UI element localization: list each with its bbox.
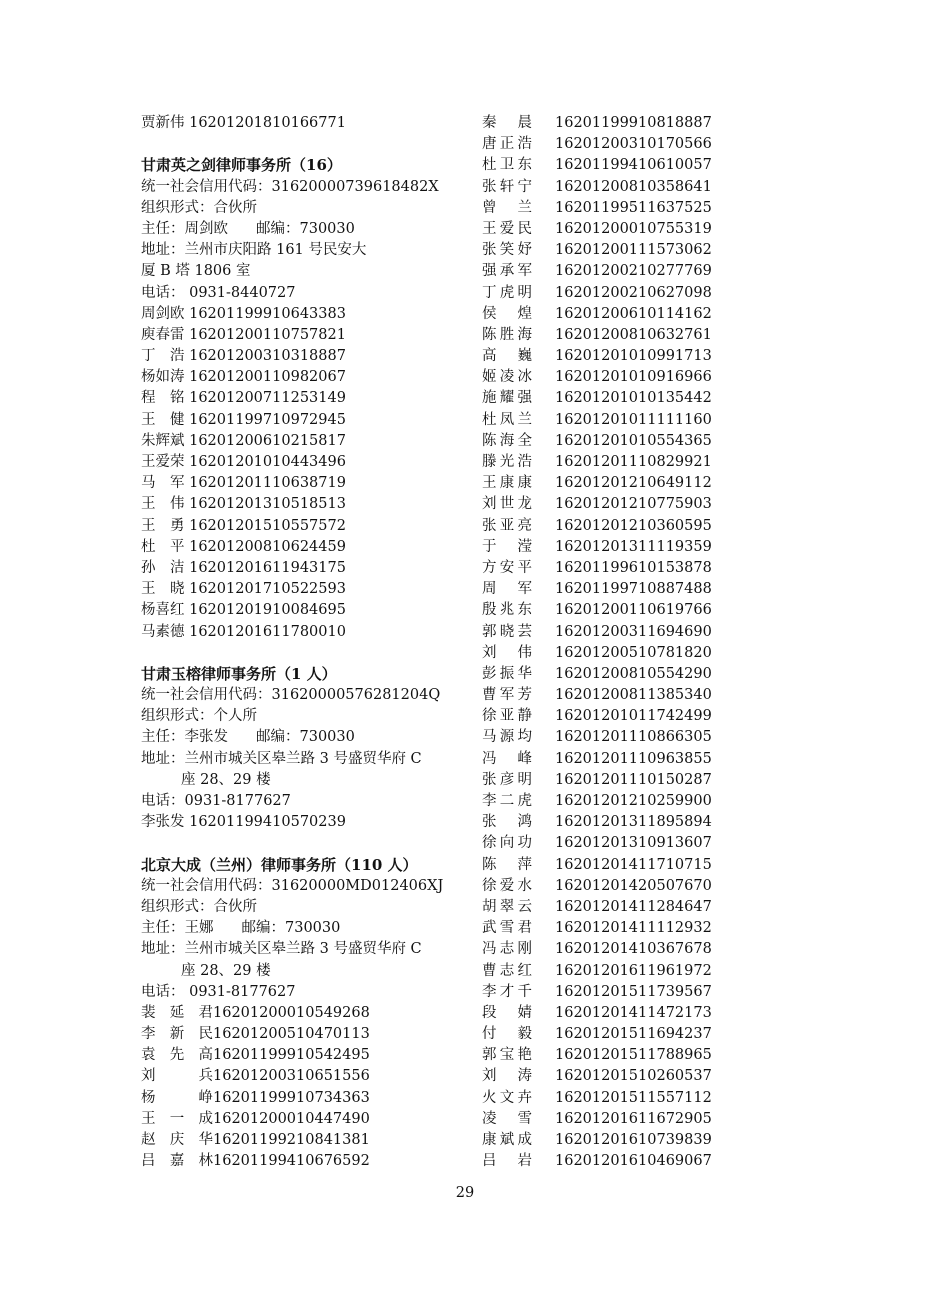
lawyer-license-number: 16201199910734363	[213, 1089, 370, 1106]
lawyer-name: 侯 煌	[482, 305, 532, 322]
lawyer-name: 胡翠云	[482, 898, 532, 915]
lawyer-entry	[482, 855, 722, 876]
lawyer-license-number: 16201201010443496	[189, 454, 346, 470]
lawyer-name: 于 滢	[482, 538, 532, 555]
lawyer-name: 殷兆东	[482, 602, 532, 619]
lawyer-license-number: 16201201511788965	[555, 1047, 712, 1064]
lawyer-name: 冯 峰	[482, 750, 532, 767]
lawyer-license-number: 16201201311119359	[555, 538, 712, 555]
lawyer-entry	[482, 1024, 722, 1045]
lawyer-entry	[482, 706, 722, 727]
lawyer-name: 王爱荣	[141, 454, 185, 470]
address-line: 地址：兰州市庆阳路 161 号民安大	[141, 242, 367, 259]
lawyer-license-number: 16201201011742499	[555, 708, 712, 725]
lawyer-entry	[482, 537, 722, 558]
lawyer-name: 姬凌冰	[482, 369, 532, 386]
postcode: 邮编：730030	[256, 220, 355, 237]
lawyer-license-number: 16201199410676592	[213, 1153, 370, 1170]
lawyer-name: 施耀强	[482, 390, 532, 407]
lawyer-license-number: 16201199511637525	[555, 199, 712, 216]
lawyer-license-number: 16201201510260537	[555, 1068, 712, 1085]
lawyer-license-number: 16201200810554290	[555, 665, 712, 682]
credit-code: 统一社会信用代码：31620000739618482X	[141, 178, 439, 195]
lawyer-license-number: 16201201110638719	[189, 475, 346, 492]
lawyer-name: 徐爱水	[482, 877, 532, 894]
lawyer-entry	[141, 431, 461, 452]
lawyer-license-number: 16201201210259900	[555, 793, 712, 809]
lawyer-license-number: 16201201420507670	[555, 877, 712, 894]
lawyer-entry	[482, 431, 722, 452]
lawyer-name: 武雪君	[482, 920, 532, 937]
lawyer-entry	[482, 558, 722, 579]
lawyer-entry	[482, 346, 722, 367]
lawyer-entry	[482, 304, 722, 325]
lawyer-name: 李张发	[141, 814, 185, 831]
lawyer-name: 杨如涛	[141, 369, 185, 386]
lawyer-entry	[482, 1066, 722, 1087]
lawyer-entry	[141, 600, 461, 621]
lawyer-license-number: 16201200510470113	[213, 1026, 370, 1043]
lawyer-name: 吕 岩	[482, 1153, 532, 1170]
lawyer-license-number: 16201200510781820	[555, 644, 712, 661]
lawyer-license-number: 16201201610739839	[555, 1132, 712, 1148]
lawyer-license-number: 16201201411710715	[555, 856, 712, 873]
lawyer-entry	[141, 1066, 461, 1087]
address-line: 地址：兰州市城关区皋兰路 3 号盛贸华府 C	[141, 941, 422, 958]
lawyer-license-number: 16201201611961972	[555, 962, 712, 979]
firm-title: 北京大成（兰州）律师事务所（110 人）	[141, 855, 418, 874]
director: 主任：李张发	[141, 729, 228, 746]
lawyer-name: 康斌成	[482, 1132, 532, 1148]
lawyer-name: 曾 兰	[482, 199, 532, 216]
lawyer-license-number: 16201200610114162	[555, 305, 712, 322]
lawyer-name: 唐正浩	[482, 136, 532, 153]
lawyer-entry	[141, 113, 461, 134]
lawyer-entry	[141, 325, 461, 346]
lawyer-license-number: 16201201310518513	[189, 496, 346, 513]
lawyer-name: 李二虎	[482, 793, 532, 809]
lawyer-name: 马 军	[141, 475, 185, 492]
lawyer-license-number: 16201201010554365	[555, 432, 712, 449]
lawyer-entry	[482, 727, 722, 748]
lawyer-name: 赵庆华	[141, 1132, 213, 1148]
lawyer-license-number: 16201199410570239	[189, 814, 346, 831]
lawyer-entry	[482, 473, 722, 494]
lawyer-entry	[482, 812, 722, 833]
lawyer-entry	[482, 494, 722, 515]
lawyer-name: 王一成	[141, 1110, 213, 1127]
lawyer-entry	[141, 473, 461, 494]
lawyer-license-number: 16201201110150287	[555, 771, 712, 788]
lawyer-entry	[482, 177, 722, 198]
lawyer-entry	[482, 410, 722, 431]
lawyer-license-number: 16201200610215817	[189, 432, 346, 449]
lawyer-entry	[141, 388, 461, 409]
lawyer-license-number: 16201201010916966	[555, 369, 712, 386]
lawyer-license-number: 16201201110829921	[555, 454, 712, 470]
lawyer-license-number: 16201200811385340	[555, 687, 712, 704]
lawyer-entry	[482, 770, 722, 791]
address-line: 地址：兰州市城关区皋兰路 3 号盛贸华府 C	[141, 750, 422, 767]
lawyer-license-number: 16201201210649112	[555, 475, 712, 492]
phone: 电话：0931-8177627	[141, 793, 291, 809]
lawyer-license-number: 16201199910542495	[213, 1047, 370, 1064]
lawyer-name: 曹军芳	[482, 687, 532, 704]
lawyer-license-number: 16201201511694237	[555, 1026, 712, 1043]
lawyer-license-number: 16201201411284647	[555, 898, 712, 915]
lawyer-entry	[141, 367, 461, 388]
lawyer-entry	[141, 452, 461, 473]
lawyer-name: 段 婧	[482, 1004, 532, 1021]
address-line: 座 28、29 楼	[181, 962, 271, 979]
lawyer-entry	[141, 537, 461, 558]
lawyer-entry	[482, 113, 722, 134]
lawyer-entry	[482, 261, 722, 282]
lawyer-name: 杜 平	[141, 538, 185, 555]
lawyer-entry	[141, 1003, 461, 1024]
lawyer-name: 袁先高	[141, 1047, 213, 1064]
lawyer-entry	[141, 579, 461, 600]
lawyer-name: 冯志刚	[482, 941, 532, 958]
lawyer-name: 徐亚静	[482, 708, 532, 725]
lawyer-license-number: 16201201511739567	[555, 983, 712, 1000]
lawyer-entry	[482, 643, 722, 664]
lawyer-license-number: 16201200110619766	[555, 602, 712, 619]
postcode: 邮编：730030	[256, 729, 355, 746]
phone: 电话： 0931-8440727	[141, 284, 296, 301]
lawyer-entry	[141, 1088, 461, 1109]
section-spacer	[141, 643, 461, 664]
lawyer-name: 秦 晨	[482, 115, 532, 131]
lawyer-entry	[482, 240, 722, 261]
lawyer-name: 刘世龙	[482, 496, 532, 513]
lawyer-name: 付 毅	[482, 1026, 532, 1043]
lawyer-license-number: 16201201710522593	[189, 581, 346, 598]
lawyer-license-number: 16201200810358641	[555, 178, 712, 195]
lawyer-entry	[141, 1151, 461, 1172]
lawyer-license-number: 16201199710972945	[189, 411, 346, 428]
lawyer-entry	[482, 749, 722, 770]
lawyer-license-number: 16201199910818887	[555, 115, 712, 131]
lawyer-license-number: 16201200310170566	[555, 136, 712, 153]
org-form: 组织形式：个人所	[141, 708, 257, 725]
lawyer-entry	[482, 791, 722, 812]
lawyer-name: 丁虎明	[482, 284, 532, 301]
lawyer-license-number: 16201201511557112	[555, 1089, 712, 1106]
lawyer-name: 周剑欧	[141, 305, 185, 322]
lawyer-license-number: 16201201110963855	[555, 750, 712, 767]
lawyer-entry	[482, 876, 722, 897]
section-spacer	[141, 833, 461, 854]
lawyer-entry	[141, 516, 461, 537]
lawyer-license-number: 16201201411472173	[555, 1004, 712, 1021]
address-line: 座 28、29 楼	[181, 771, 271, 788]
lawyer-name: 庾春雷	[141, 326, 185, 343]
lawyer-name: 滕光浩	[482, 454, 532, 470]
lawyer-name: 杜凤兰	[482, 411, 532, 428]
lawyer-entry	[482, 1045, 722, 1066]
lawyer-entry	[141, 1045, 461, 1066]
lawyer-entry	[141, 410, 461, 431]
lawyer-entry	[141, 1024, 461, 1045]
lawyer-name: 丁 浩	[141, 348, 185, 365]
lawyer-license-number: 16201200810632761	[555, 326, 712, 343]
lawyer-entry	[141, 304, 461, 325]
lawyer-name: 杨 峥	[141, 1089, 213, 1106]
lawyer-name: 郭宝艳	[482, 1047, 532, 1064]
section-spacer	[141, 134, 461, 155]
lawyer-name: 王 晓	[141, 581, 185, 598]
lawyer-name: 孙 洁	[141, 559, 185, 576]
credit-code: 统一社会信用代码：31620000576281204Q	[141, 687, 441, 704]
lawyer-license-number: 16201200310318887	[189, 348, 346, 365]
lawyer-license-number: 16201200111573062	[555, 242, 712, 259]
lawyer-name: 刘 涛	[482, 1068, 532, 1085]
lawyer-license-number: 16201200310651556	[213, 1068, 370, 1085]
lawyer-name: 郭晓芸	[482, 623, 532, 640]
lawyer-license-number: 16201199610153878	[555, 559, 712, 576]
lawyer-license-number: 16201200210627098	[555, 284, 712, 301]
org-form: 组织形式：合伙所	[141, 898, 257, 915]
director: 主任：周剑欧	[141, 220, 228, 237]
lawyer-name: 陈海全	[482, 432, 532, 449]
lawyer-license-number: 16201201311895894	[555, 814, 712, 831]
firm-title: 甘肃英之剑律师事务所（16）	[141, 156, 342, 175]
lawyer-name: 裴延君	[141, 1004, 213, 1021]
lawyer-license-number: 16201200110982067	[189, 369, 346, 386]
lawyer-license-number: 16201201310913607	[555, 835, 712, 852]
lawyer-entry	[482, 897, 722, 918]
lawyer-name: 曹志红	[482, 962, 532, 979]
lawyer-license-number: 16201201610469067	[555, 1153, 712, 1170]
lawyer-entry	[141, 494, 461, 515]
org-form: 组织形式：合伙所	[141, 199, 257, 216]
lawyer-license-number: 16201201010991713	[555, 348, 712, 365]
address-line: 厦 B 塔 1806 室	[141, 263, 251, 280]
lawyer-name: 陈胜海	[482, 326, 532, 343]
lawyer-name: 杨喜红	[141, 602, 185, 619]
lawyer-name: 程 铭	[141, 390, 185, 407]
lawyer-name: 刘 伟	[482, 644, 532, 661]
lawyer-name: 周 军	[482, 581, 532, 598]
lawyer-license-number: 16201201210360595	[555, 517, 712, 534]
lawyer-name: 火文卉	[482, 1089, 532, 1106]
lawyer-entry	[141, 558, 461, 579]
lawyer-entry	[482, 367, 722, 388]
lawyer-license-number: 16201199710887488	[555, 581, 712, 598]
lawyer-entry	[482, 283, 722, 304]
lawyer-license-number: 16201200711253149	[189, 390, 346, 407]
lawyer-name: 王 伟	[141, 496, 185, 513]
lawyer-name: 李新民	[141, 1026, 213, 1043]
lawyer-license-number: 16201201010135442	[555, 390, 712, 407]
lawyer-name: 彭振华	[482, 665, 532, 682]
lawyer-name: 王 健	[141, 411, 185, 428]
lawyer-license-number: 16201199910643383	[189, 305, 346, 322]
lawyer-entry	[482, 325, 722, 346]
lawyer-license-number: 16201200010549268	[213, 1004, 370, 1021]
lawyer-license-number: 16201199410610057	[555, 157, 712, 174]
lawyer-name: 凌 雪	[482, 1110, 532, 1127]
lawyer-entry	[482, 452, 722, 473]
lawyer-entry	[482, 1151, 722, 1172]
lawyer-license-number: 16201201611780010	[189, 623, 346, 640]
left-column	[141, 113, 461, 1172]
lawyer-entry	[482, 833, 722, 854]
lawyer-license-number: 16201201410367678	[555, 941, 712, 958]
lawyer-entry	[482, 685, 722, 706]
lawyer-entry	[141, 346, 461, 367]
director-row	[141, 918, 461, 939]
director: 主任：王娜	[141, 920, 214, 937]
lawyer-entry	[482, 155, 722, 176]
lawyer-name: 徐向功	[482, 835, 532, 852]
lawyer-entry	[482, 1003, 722, 1024]
lawyer-entry	[482, 1088, 722, 1109]
lawyer-license-number: 16201200810624459	[189, 538, 346, 555]
lawyer-name: 王 勇	[141, 517, 185, 534]
lawyer-name: 吕嘉林	[141, 1153, 213, 1170]
lawyer-name: 陈 萍	[482, 856, 532, 873]
lawyer-license-number: 16201200110757821	[189, 326, 346, 343]
lawyer-entry	[482, 982, 722, 1003]
lawyer-license-number: 16201200010447490	[213, 1110, 370, 1127]
lawyer-entry	[482, 622, 722, 643]
lawyer-name: 刘 兵	[141, 1068, 213, 1085]
phone: 电话： 0931-8177627	[141, 983, 296, 1000]
postcode: 邮编：730030	[241, 920, 341, 937]
lawyer-name: 高 巍	[482, 348, 532, 365]
lawyer-entry	[482, 388, 722, 409]
lawyer-entry	[482, 1109, 722, 1130]
lawyer-entry	[482, 600, 722, 621]
lawyer-name: 强承军	[482, 263, 532, 280]
lawyer-license-number: 16201201510557572	[189, 517, 346, 534]
director-row	[141, 727, 461, 748]
lawyer-name: 张彦明	[482, 771, 532, 788]
lawyer-license-number: 16201201910084695	[189, 602, 346, 619]
credit-code: 统一社会信用代码：31620000MD012406XJ	[141, 877, 444, 894]
lawyer-entry	[141, 812, 461, 833]
lawyer-entry	[482, 579, 722, 600]
lawyer-name: 王爱民	[482, 220, 532, 237]
lawyer-name: 张轩宁	[482, 178, 532, 195]
lawyer-entry	[141, 1109, 461, 1130]
lawyer-license-number: 16201199210841381	[213, 1132, 370, 1148]
lawyer-entry	[482, 939, 722, 960]
page-number: 29	[455, 1185, 475, 1201]
right-column	[482, 113, 722, 1172]
lawyer-license-number: 16201200010755319	[555, 220, 712, 237]
lawyer-license-number: 16201201611943175	[189, 559, 346, 576]
lawyer-name: 马源均	[482, 729, 532, 746]
lawyer-license-number: 16201200311694690	[555, 623, 712, 640]
lawyer-name: 张 鸿	[482, 814, 532, 831]
lawyer-entry	[141, 1130, 461, 1151]
director-row	[141, 219, 461, 240]
lawyer-entry	[482, 219, 722, 240]
lawyer-name: 贾新伟	[141, 115, 185, 131]
lawyer-name: 方安平	[482, 559, 532, 576]
lawyer-entry	[482, 198, 722, 219]
lawyer-name: 马素德	[141, 623, 185, 640]
lawyer-license-number: 16201200210277769	[555, 263, 712, 280]
lawyer-name: 张笑妤	[482, 242, 532, 259]
lawyer-name: 杜卫东	[482, 157, 532, 174]
lawyer-license-number: 16201201411112932	[555, 920, 712, 937]
lawyer-name: 张亚亮	[482, 517, 532, 534]
lawyer-license-number: 16201201011111160	[555, 411, 712, 428]
lawyer-license-number: 16201201210775903	[555, 496, 712, 513]
lawyer-entry	[482, 918, 722, 939]
lawyer-entry	[482, 961, 722, 982]
lawyer-name: 李才千	[482, 983, 532, 1000]
lawyer-license-number: 16201201611672905	[555, 1110, 712, 1127]
lawyer-name: 王康康	[482, 475, 532, 492]
lawyer-entry	[482, 516, 722, 537]
firm-title: 甘肃玉榕律师事务所（1 人）	[141, 664, 337, 683]
lawyer-name: 朱辉斌	[141, 432, 185, 449]
lawyer-license-number: 16201201110866305	[555, 729, 712, 746]
lawyer-entry	[482, 1130, 722, 1151]
lawyer-license-number: 16201201810166771	[189, 115, 346, 131]
lawyer-entry	[482, 134, 722, 155]
lawyer-entry	[482, 664, 722, 685]
lawyer-entry	[141, 622, 461, 643]
